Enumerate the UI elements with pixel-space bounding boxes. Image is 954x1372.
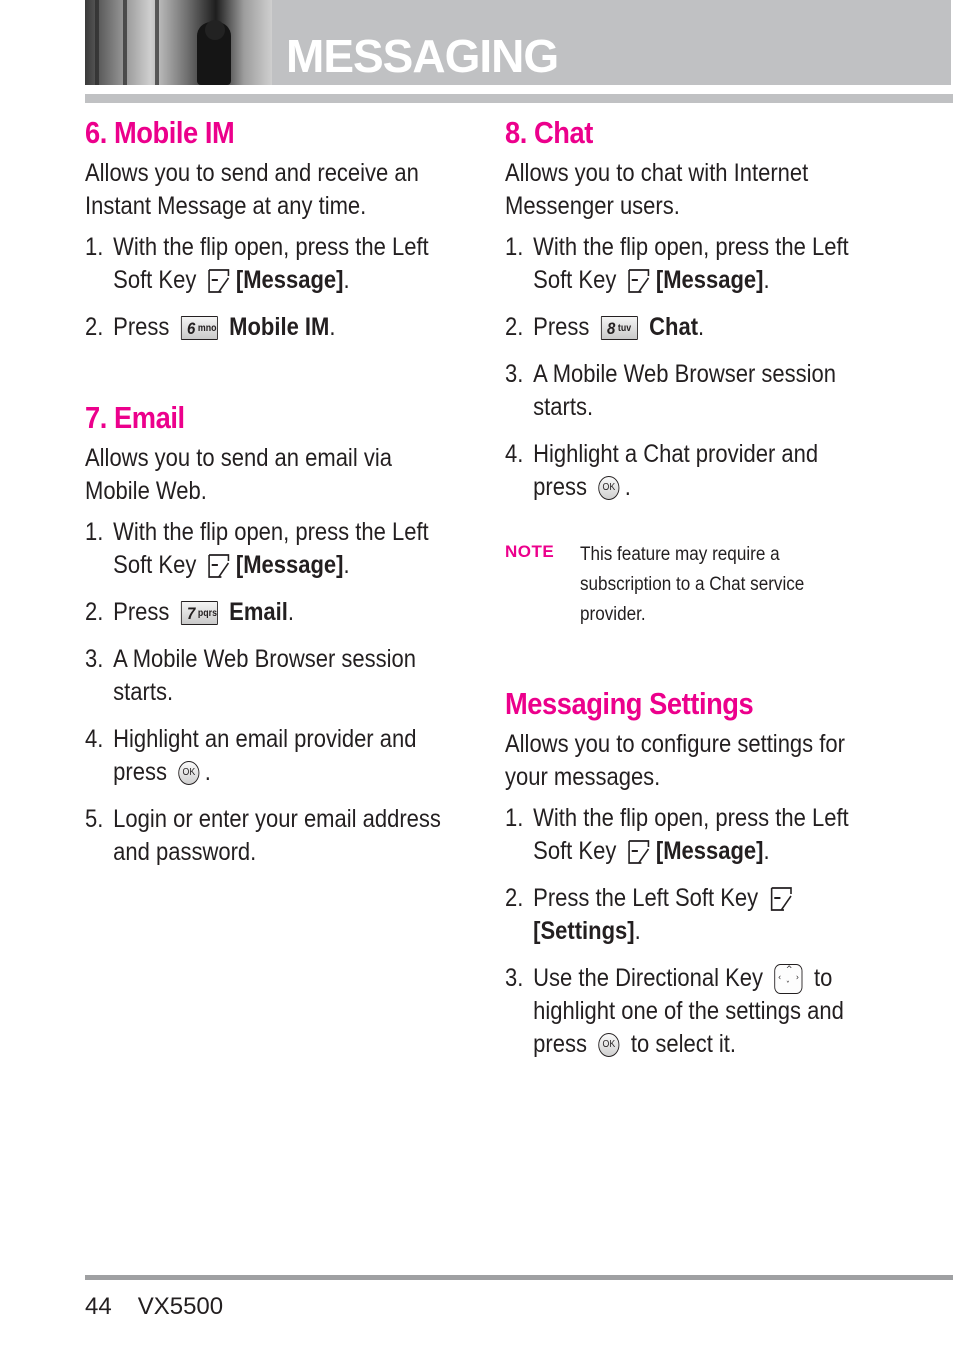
step-item (85, 311, 455, 344)
step-period: . (624, 473, 631, 501)
step-item (505, 802, 875, 868)
step-number: 1. (505, 233, 524, 261)
step-text: to highlight one of the settings and press (533, 964, 844, 1058)
footer-rule (85, 1275, 953, 1280)
left-soft-key-icon (628, 268, 651, 294)
step-item (505, 882, 875, 948)
ok-key-icon: OK (598, 1033, 619, 1057)
key-letters: mno (197, 323, 217, 335)
step-item (85, 643, 455, 709)
step-number: 4. (505, 440, 524, 468)
step-text: Login or enter your email address and password. (113, 805, 441, 866)
note-box (505, 540, 875, 640)
section-heading: 7. Email (85, 400, 185, 435)
step-number: 2. (505, 313, 524, 341)
step-period: . (763, 266, 770, 294)
section-body (505, 157, 875, 504)
step-period: . (329, 313, 336, 341)
step-item (505, 311, 875, 344)
left-soft-key-icon (770, 886, 793, 912)
header-photo (85, 0, 272, 85)
step-text: Press (113, 598, 170, 626)
step-period: . (204, 758, 211, 786)
left-soft-key-icon (208, 553, 231, 579)
page-footer (85, 1293, 223, 1321)
number-key-icon (601, 316, 638, 340)
step-key-label: Chat (649, 313, 699, 341)
steps-list (85, 516, 455, 869)
step-number: 5. (85, 805, 104, 833)
step-text: Use the Directional Key (533, 964, 764, 992)
steps-list (505, 231, 875, 504)
step-key-label: Mobile IM (229, 313, 330, 341)
step-item (85, 596, 455, 629)
step-text: Press (533, 313, 590, 341)
right-column (505, 113, 875, 1075)
step-number: 3. (505, 360, 524, 388)
step-period: . (343, 266, 350, 294)
step-text: to select it. (630, 1030, 737, 1058)
step-key-label: Email (229, 598, 288, 626)
step-number: 1. (505, 804, 524, 832)
step-item (85, 231, 455, 297)
note-label: NOTE (505, 542, 555, 561)
left-soft-key-icon (208, 268, 231, 294)
photo-decoration (95, 0, 99, 85)
step-text: Press (113, 313, 170, 341)
step-number: 2. (505, 884, 524, 912)
number-key-icon (181, 316, 218, 340)
steps-list (85, 231, 455, 344)
key-letters: pqrs (197, 608, 217, 620)
header-rule (85, 94, 953, 103)
step-key-label: [Message] (655, 266, 764, 294)
section-heading: 6. Mobile IM (85, 115, 235, 150)
left-soft-key-icon (628, 839, 651, 865)
section-body (85, 157, 455, 344)
step-number: 2. (85, 598, 104, 626)
step-key-label: [Message] (655, 837, 764, 865)
step-text: With the flip open, press the Left Soft Key (533, 804, 849, 865)
step-text: Highlight a Chat provider and press (533, 440, 819, 501)
section-body (85, 442, 455, 869)
key-letters: tuv (617, 323, 632, 335)
step-period: . (634, 917, 641, 945)
section-email (85, 398, 455, 869)
left-column (85, 113, 455, 883)
step-number: 2. (85, 313, 104, 341)
step-key-label: [Settings] (533, 917, 635, 945)
section-chat (505, 113, 875, 640)
step-period: . (698, 313, 705, 341)
page-number: 44 (85, 1293, 112, 1320)
key-digit: 8 (606, 319, 616, 339)
step-item (505, 438, 875, 504)
key-digit: 7 (186, 604, 196, 624)
step-item (85, 516, 455, 582)
section-description: Allows you to chat with Internet Messenger users. (505, 159, 809, 220)
section-description: Allows you to configure settings for your messages. (505, 730, 845, 791)
directional-key-icon: ^ ‹ › ˇ (774, 964, 802, 994)
step-text: A Mobile Web Browser session starts. (533, 360, 837, 421)
ok-key-icon: OK (178, 761, 199, 785)
step-period: . (287, 598, 294, 626)
step-text: With the flip open, press the Left Soft Key (533, 233, 849, 294)
step-number: 3. (85, 645, 104, 673)
step-text: With the flip open, press the Left Soft Key (113, 518, 429, 579)
section-mobile-im (85, 113, 455, 344)
step-text: A Mobile Web Browser session starts. (113, 645, 417, 706)
ok-key-icon: OK (598, 476, 619, 500)
number-key-icon (181, 601, 218, 625)
step-period: . (343, 551, 350, 579)
step-key-label: [Message] (235, 551, 344, 579)
photo-figure-head (205, 20, 225, 40)
model-name: VX5500 (137, 1293, 224, 1320)
step-item (505, 358, 875, 424)
section-heading: 8. Chat (505, 115, 593, 150)
photo-decoration (123, 0, 127, 85)
section-heading: Messaging Settings (505, 686, 754, 721)
key-digit: 6 (186, 319, 196, 339)
step-item (505, 231, 875, 297)
section-description: Allows you to send and receive an Instant Message at any time. (85, 159, 419, 220)
step-item (505, 962, 875, 1061)
step-number: 3. (505, 964, 524, 992)
steps-list (505, 802, 875, 1061)
step-period: . (763, 837, 770, 865)
photo-decoration (155, 0, 159, 85)
section-body (505, 728, 875, 1061)
step-number: 1. (85, 518, 104, 546)
section-description: Allows you to send an email via Mobile Web. (85, 444, 392, 505)
section-messaging-settings (505, 684, 875, 1061)
step-text: With the flip open, press the Left Soft Key (113, 233, 429, 294)
step-text: Highlight an email provider and press (113, 725, 417, 786)
step-text: Press the Left Soft Key (533, 884, 759, 912)
step-item (85, 723, 455, 789)
step-number: 4. (85, 725, 104, 753)
note-text: This feature may require a subscription to a Chat service provider. (580, 544, 805, 625)
step-key-label: [Message] (235, 266, 344, 294)
step-item (85, 803, 455, 869)
step-number: 1. (85, 233, 104, 261)
page-title: MESSAGING (286, 30, 559, 82)
